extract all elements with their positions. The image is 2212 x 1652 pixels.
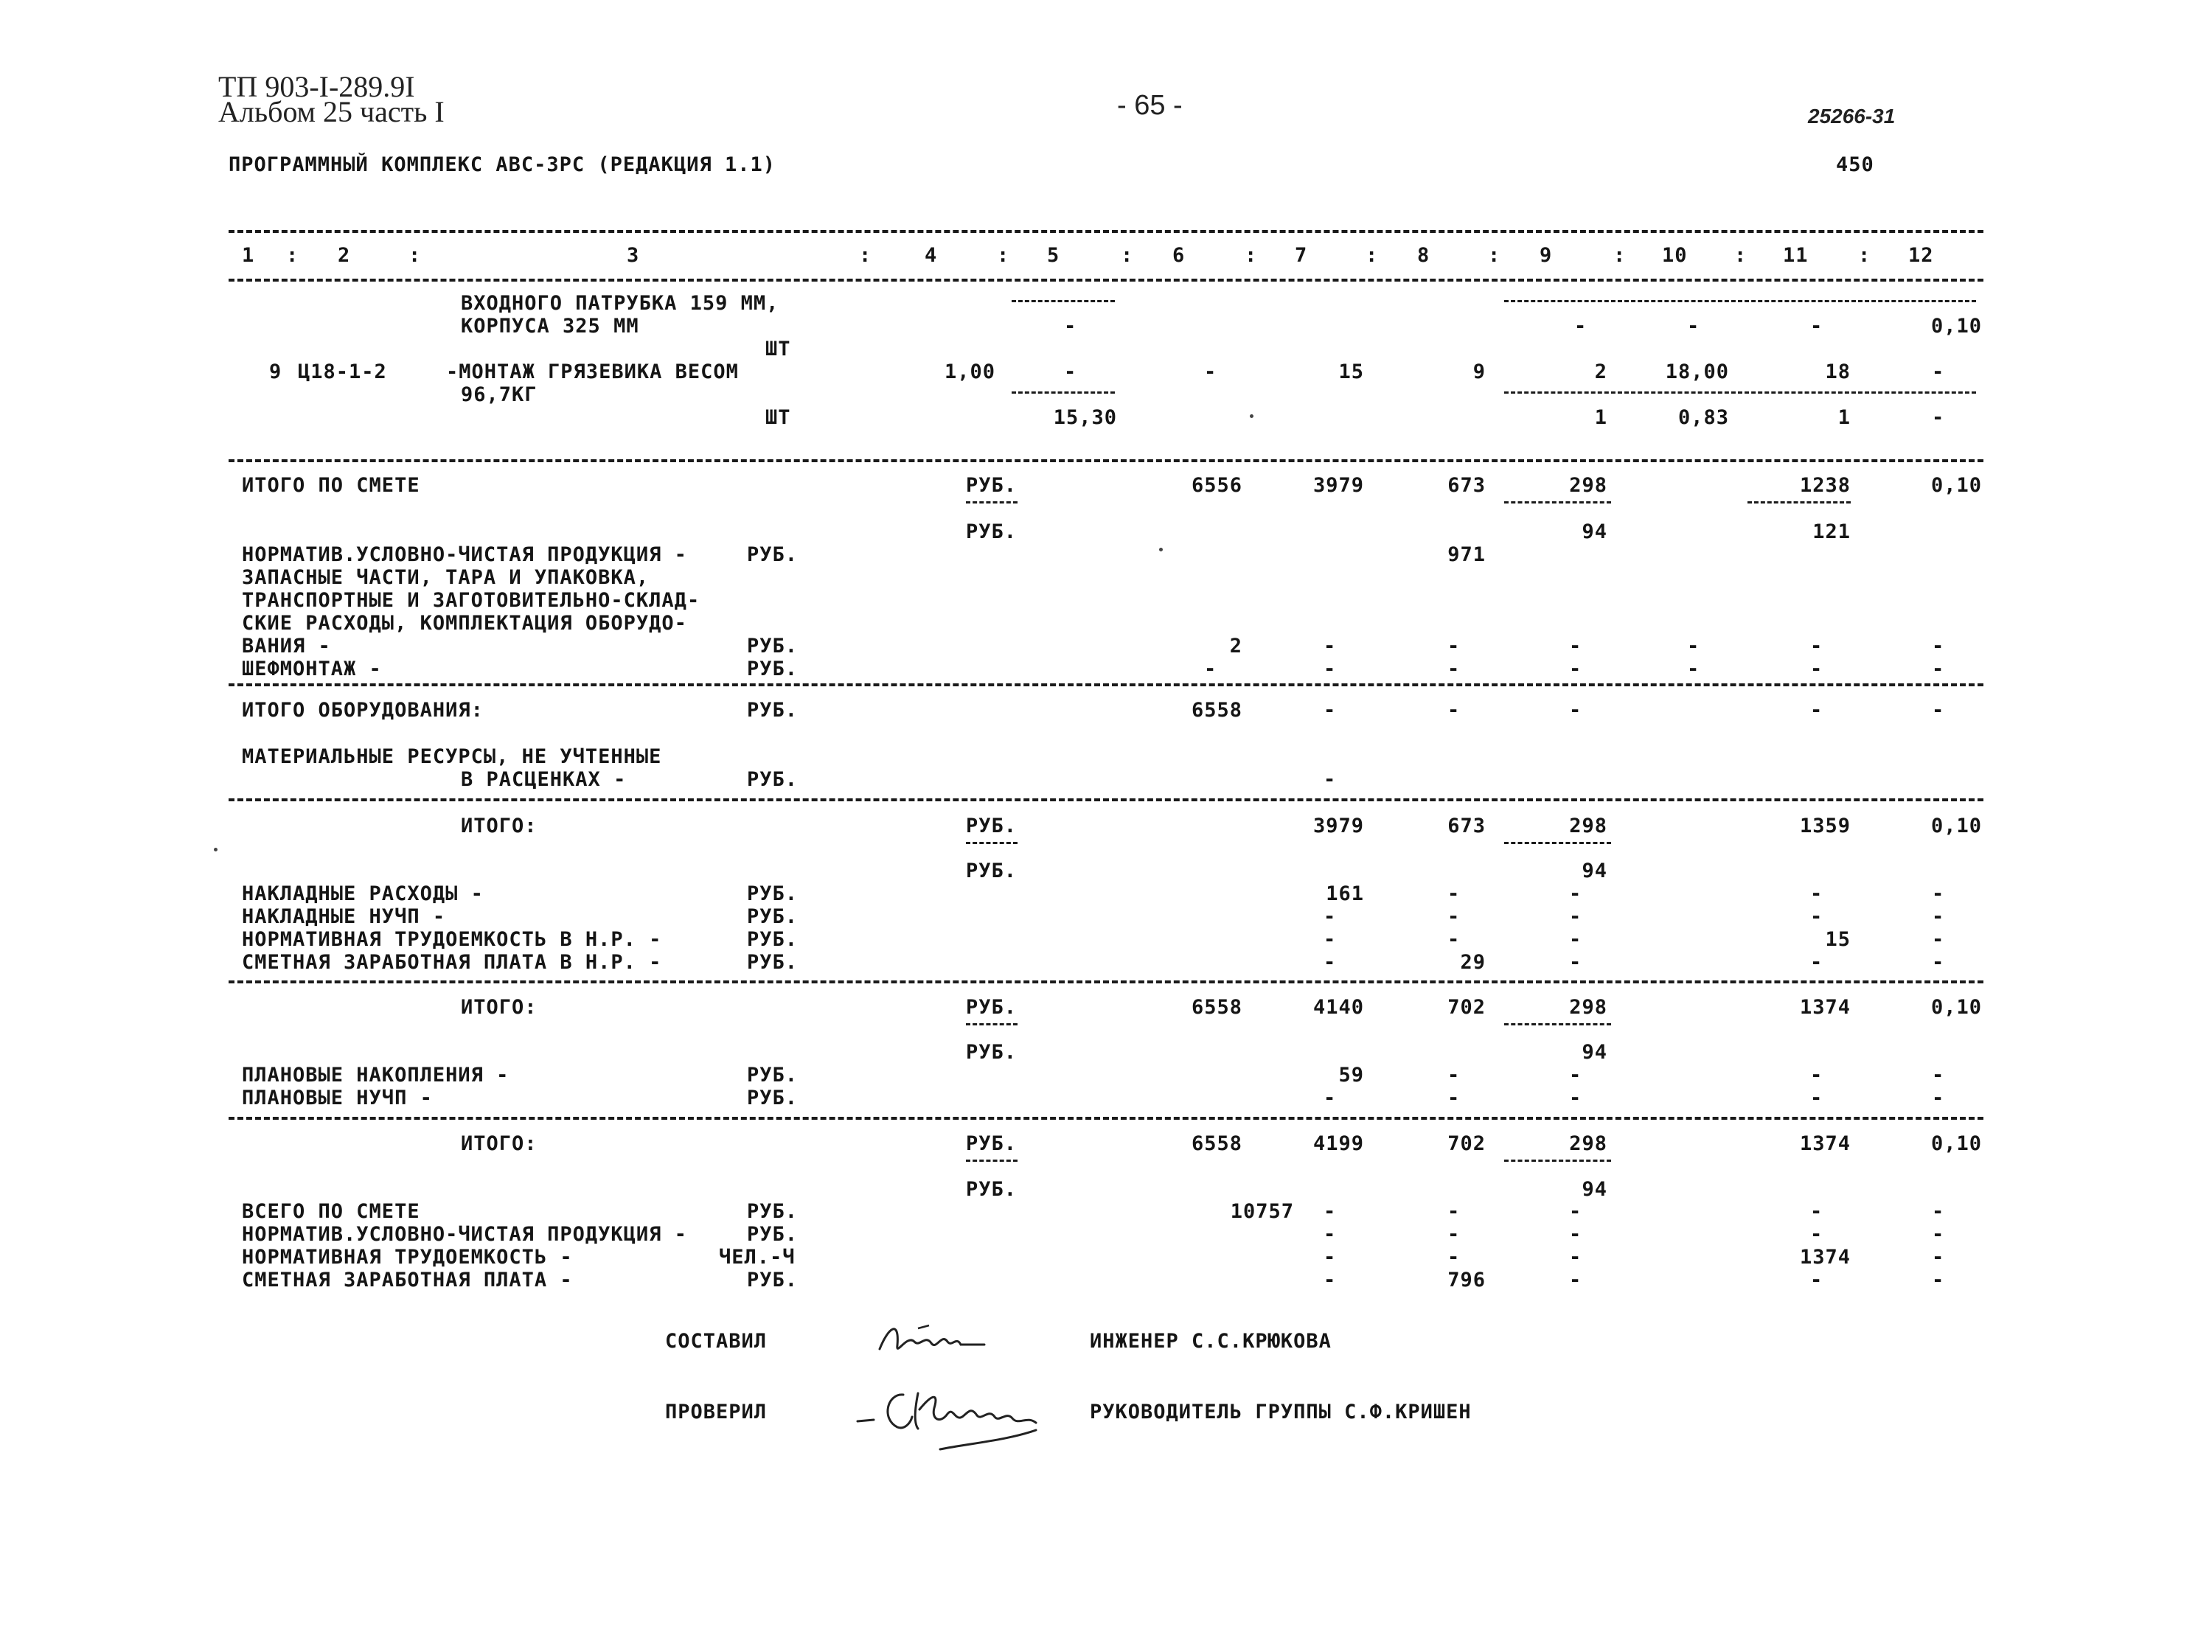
value: -	[1932, 1087, 1945, 1109]
divider	[1504, 1023, 1611, 1025]
value: -	[1932, 406, 1945, 429]
value: -	[1569, 928, 1582, 951]
value: 94	[1582, 1041, 1607, 1064]
col-sep: :	[408, 244, 422, 267]
divider	[1504, 391, 1976, 394]
unit: ШТ	[765, 406, 791, 429]
document-number: 25266-31	[1808, 105, 1896, 128]
divider	[1504, 842, 1611, 844]
value: 0,10	[1930, 815, 1982, 837]
value: -	[1810, 1200, 1823, 1223]
value: -	[1932, 882, 1945, 905]
value: -	[1324, 1223, 1337, 1246]
value: 9	[1472, 360, 1486, 383]
divider	[1012, 391, 1115, 394]
value: 0,83	[1677, 406, 1729, 429]
value: -	[1569, 882, 1582, 905]
item-desc: КОРПУСА 325 ММ	[461, 315, 639, 338]
spare-parts-label: ЗАПАСНЫЕ ЧАСТИ, ТАРА И УПАКОВКА,	[242, 566, 650, 589]
chef-install-label: ШЕФМОНТАЖ -	[242, 658, 382, 680]
value: -	[1569, 1064, 1582, 1087]
grand-total-label: ВСЕГО ПО СМЕТЕ	[242, 1200, 420, 1223]
col-sep: :	[1488, 244, 1501, 267]
value: -	[1810, 635, 1823, 658]
rule	[229, 230, 1983, 233]
value: -	[1932, 658, 1945, 680]
item-name: -МОНТАЖ ГРЯЗЕВИКА ВЕСОМ	[446, 360, 739, 383]
col-sep: :	[286, 244, 299, 267]
divider	[1504, 501, 1611, 503]
value: -	[1810, 658, 1823, 680]
col-header-9: 9	[1540, 244, 1553, 267]
scan-speck	[214, 848, 218, 851]
value: 673	[1447, 815, 1486, 837]
value: -	[1810, 882, 1823, 905]
value: -	[1324, 1200, 1337, 1223]
value: -	[1324, 658, 1337, 680]
value: 15	[1338, 360, 1364, 383]
value: 1	[1594, 406, 1607, 429]
value: 2	[1594, 360, 1607, 383]
value: -	[1932, 905, 1945, 928]
value: -	[1324, 1246, 1337, 1269]
planned-label: ПЛАНОВЫЕ НАКОПЛЕНИЯ -	[242, 1064, 509, 1087]
rule	[229, 683, 1983, 686]
checked-label: ПРОВЕРИЛ	[665, 1401, 768, 1423]
rule	[229, 980, 1983, 983]
value: -	[1810, 905, 1823, 928]
value: 0,10	[1930, 1132, 1982, 1155]
unit: РУБ.	[966, 1178, 1018, 1201]
value: -	[1932, 1269, 1945, 1292]
value: -	[1447, 905, 1461, 928]
unit: РУБ.	[747, 905, 799, 928]
value: 971	[1447, 543, 1486, 566]
value: -	[1324, 905, 1337, 928]
unit: РУБ.	[747, 1200, 799, 1223]
unit: РУБ.	[747, 658, 799, 680]
total-equipment-label: ИТОГО ОБОРУДОВАНИЯ:	[242, 699, 484, 722]
value: -	[1687, 635, 1700, 658]
col-sep: :	[1121, 244, 1134, 267]
value: 6556	[1191, 474, 1242, 497]
value: -	[1204, 658, 1217, 680]
rate-code: Ц18-1-2	[298, 360, 387, 383]
scan-speck	[1159, 548, 1163, 551]
value: -	[1569, 1087, 1582, 1109]
divider	[966, 1023, 1018, 1025]
value: 702	[1447, 1132, 1486, 1155]
overhead-label: НОРМАТИВНАЯ ТРУДОЕМКОСТЬ В Н.Р. -	[242, 928, 662, 951]
value: -	[1932, 1223, 1945, 1246]
value: -	[1447, 1200, 1461, 1223]
norm-net-label: НОРМАТИВ.УСЛОВНО-ЧИСТАЯ ПРОДУКЦИЯ -	[242, 543, 687, 566]
subtotal-label: ИТОГО:	[461, 1132, 538, 1155]
value: 3979	[1312, 474, 1364, 497]
col-header-6: 6	[1172, 244, 1186, 267]
value: -	[1687, 658, 1700, 680]
unit: РУБ.	[747, 1269, 799, 1292]
value: 10757	[1230, 1200, 1294, 1223]
col-header-1: 1	[242, 244, 255, 267]
grand-total-label: НОРМАТИВ.УСЛОВНО-ЧИСТАЯ ПРОДУКЦИЯ -	[242, 1223, 687, 1246]
col-header-4: 4	[925, 244, 938, 267]
value: -	[1447, 1223, 1461, 1246]
value: 94	[1582, 860, 1607, 882]
col-sep: :	[1734, 244, 1747, 267]
value: 298	[1569, 474, 1607, 497]
col-header-7: 7	[1295, 244, 1308, 267]
value: -	[1324, 1087, 1337, 1109]
grand-total-label: НОРМАТИВНАЯ ТРУДОЕМКОСТЬ -	[242, 1246, 573, 1269]
value: 161	[1326, 882, 1364, 905]
rule	[229, 798, 1983, 801]
scan-speck	[1250, 414, 1253, 418]
compiled-label: СОСТАВИЛ	[665, 1330, 768, 1353]
unit: РУБ.	[966, 474, 1018, 497]
planned-label: ПЛАНОВЫЕ НУЧП -	[242, 1087, 433, 1109]
value: -	[1810, 1087, 1823, 1109]
divider	[1504, 300, 1976, 302]
value: 673	[1447, 474, 1486, 497]
rule	[229, 1117, 1983, 1120]
divider	[1504, 1160, 1611, 1162]
divider	[966, 501, 1018, 503]
unit: РУБ.	[747, 635, 799, 658]
unit: РУБ.	[747, 768, 799, 791]
unit: РУБ.	[747, 951, 799, 974]
value: 94	[1582, 520, 1607, 543]
value: -	[1447, 1246, 1461, 1269]
divider	[1747, 501, 1851, 503]
value: 18	[1825, 360, 1851, 383]
col-sep: :	[997, 244, 1010, 267]
spare-parts-label: ТРАНСПОРТНЫЕ И ЗАГОТОВИТЕЛЬНО-СКЛАД-	[242, 589, 700, 612]
col-sep: :	[859, 244, 872, 267]
unit: РУБ.	[966, 996, 1018, 1019]
value: -	[1810, 951, 1823, 974]
value: -	[1569, 1200, 1582, 1223]
value: -	[1064, 360, 1077, 383]
value: 94	[1582, 1178, 1607, 1201]
unit: РУБ.	[966, 520, 1018, 543]
unit: ШТ	[765, 338, 791, 360]
col-header-2: 2	[338, 244, 351, 267]
unit: РУБ.	[747, 1087, 799, 1109]
divider	[966, 842, 1018, 844]
value: 3979	[1312, 815, 1364, 837]
value: -	[1687, 315, 1700, 338]
program-title: ПРОГРАММНЫЙ КОМПЛЕКС АВС-3РС (РЕДАКЦИЯ 1.1)	[229, 153, 776, 176]
value: -	[1447, 658, 1461, 680]
value: -	[1932, 635, 1945, 658]
value: -	[1569, 1246, 1582, 1269]
col-header-11: 11	[1783, 244, 1809, 267]
divider	[1012, 300, 1115, 302]
value: -	[1569, 699, 1582, 722]
col-header-3: 3	[627, 244, 640, 267]
value: -	[1569, 658, 1582, 680]
value: -	[1324, 635, 1337, 658]
unit: РУБ.	[966, 1132, 1018, 1155]
value: -	[1569, 951, 1582, 974]
value: 15,30	[1053, 406, 1117, 429]
unit: РУБ.	[966, 860, 1018, 882]
value: 298	[1569, 1132, 1607, 1155]
overhead-label: НАКЛАДНЫЕ НУЧП -	[242, 905, 446, 928]
value: 1374	[1799, 996, 1851, 1019]
grand-total-label: СМЕТНАЯ ЗАРАБОТНАЯ ПЛАТА -	[242, 1269, 573, 1292]
col-header-8: 8	[1417, 244, 1430, 267]
value: 0,10	[1930, 996, 1982, 1019]
unit: РУБ.	[747, 543, 799, 566]
col-header-5: 5	[1047, 244, 1060, 267]
value: -	[1574, 315, 1587, 338]
col-header-12: 12	[1908, 244, 1934, 267]
item-desc: ВХОДНОГО ПАТРУБКА 159 ММ,	[461, 292, 779, 315]
value: 6558	[1191, 996, 1242, 1019]
value: -	[1932, 1246, 1945, 1269]
signature-compiled	[874, 1312, 1006, 1364]
value: 0,10	[1930, 474, 1982, 497]
value: -	[1447, 1087, 1461, 1109]
value: -	[1447, 882, 1461, 905]
value: -	[1810, 1064, 1823, 1087]
value: -	[1447, 928, 1461, 951]
value: -	[1064, 315, 1077, 338]
value: -	[1324, 1269, 1337, 1292]
value: 0,10	[1930, 315, 1982, 338]
value: -	[1932, 928, 1945, 951]
rule	[229, 279, 1983, 282]
value: -	[1932, 699, 1945, 722]
value: -	[1324, 699, 1337, 722]
value: 1374	[1799, 1246, 1851, 1269]
unit: РУБ.	[747, 699, 799, 722]
subtotal-label: ИТОГО:	[461, 815, 538, 837]
value: 121	[1812, 520, 1851, 543]
value: 4140	[1312, 996, 1364, 1019]
value: 6558	[1191, 699, 1242, 722]
page-number: - 65 -	[1117, 90, 1183, 121]
value: -	[1810, 699, 1823, 722]
value: 702	[1447, 996, 1486, 1019]
value: -	[1569, 905, 1582, 928]
materials-label: МАТЕРИАЛЬНЫЕ РЕСУРСЫ, НЕ УЧТЕННЫЕ	[242, 745, 662, 768]
col-sep: :	[1613, 244, 1627, 267]
value: 298	[1569, 996, 1607, 1019]
quantity: 1,00	[944, 360, 995, 383]
value: -	[1810, 1223, 1823, 1246]
value: -	[1569, 1269, 1582, 1292]
divider	[966, 1160, 1018, 1162]
sheet-number: 450	[1836, 153, 1874, 176]
value: -	[1932, 951, 1945, 974]
unit: РУБ.	[966, 815, 1018, 837]
materials-label: В РАСЦЕНКАХ -	[461, 768, 627, 791]
value: -	[1204, 360, 1217, 383]
unit: РУБ.	[966, 1041, 1018, 1064]
value: 18,00	[1665, 360, 1729, 383]
value: -	[1569, 635, 1582, 658]
value: 1374	[1799, 1132, 1851, 1155]
value: -	[1447, 1064, 1461, 1087]
value: -	[1324, 768, 1337, 791]
value: -	[1447, 699, 1461, 722]
checked-by: РУКОВОДИТЕЛЬ ГРУППЫ С.Ф.КРИШЕН	[1090, 1401, 1472, 1423]
spare-parts-label: СКИЕ РАСХОДЫ, КОМПЛЕКТАЦИЯ ОБОРУДО-	[242, 612, 687, 635]
album-part: Альбом 25 часть I	[218, 95, 445, 128]
item-name: 96,7КГ	[461, 383, 538, 406]
value: -	[1324, 928, 1337, 951]
value: -	[1569, 1223, 1582, 1246]
document-code: ТП 903-I-289.9I	[218, 70, 415, 103]
value: -	[1932, 1200, 1945, 1223]
spare-parts-label: ВАНИЯ -	[242, 635, 331, 658]
value: -	[1810, 1269, 1823, 1292]
value: 796	[1447, 1269, 1486, 1292]
total-estimate-label: ИТОГО ПО СМЕТЕ	[242, 474, 420, 497]
col-sep: :	[1858, 244, 1871, 267]
overhead-label: СМЕТНАЯ ЗАРАБОТНАЯ ПЛАТА В Н.Р. -	[242, 951, 662, 974]
subtotal-label: ИТОГО:	[461, 996, 538, 1019]
value: -	[1324, 951, 1337, 974]
col-sep: :	[1366, 244, 1379, 267]
unit: РУБ.	[747, 928, 799, 951]
unit: РУБ.	[747, 1064, 799, 1087]
col-sep: :	[1245, 244, 1258, 267]
overhead-label: НАКЛАДНЫЕ РАСХОДЫ -	[242, 882, 484, 905]
compiled-by: ИНЖЕНЕР С.С.КРЮКОВА	[1090, 1330, 1332, 1353]
value: 2	[1229, 635, 1242, 658]
value: 1	[1837, 406, 1851, 429]
value: 59	[1338, 1064, 1364, 1087]
value: 4199	[1312, 1132, 1364, 1155]
value: 15	[1825, 928, 1851, 951]
col-header-10: 10	[1662, 244, 1688, 267]
row-number: 9	[269, 360, 282, 383]
value: 29	[1460, 951, 1486, 974]
value: -	[1447, 635, 1461, 658]
value: 6558	[1191, 1132, 1242, 1155]
unit: ЧЕЛ.-Ч	[719, 1246, 796, 1269]
value: -	[1810, 315, 1823, 338]
rule	[229, 459, 1983, 462]
value: -	[1932, 1064, 1945, 1087]
value: 1238	[1799, 474, 1851, 497]
value: 298	[1569, 815, 1607, 837]
value: 1359	[1799, 815, 1851, 837]
unit: РУБ.	[747, 1223, 799, 1246]
signature-checked	[852, 1379, 1051, 1460]
unit: РУБ.	[747, 882, 799, 905]
value: -	[1932, 360, 1945, 383]
